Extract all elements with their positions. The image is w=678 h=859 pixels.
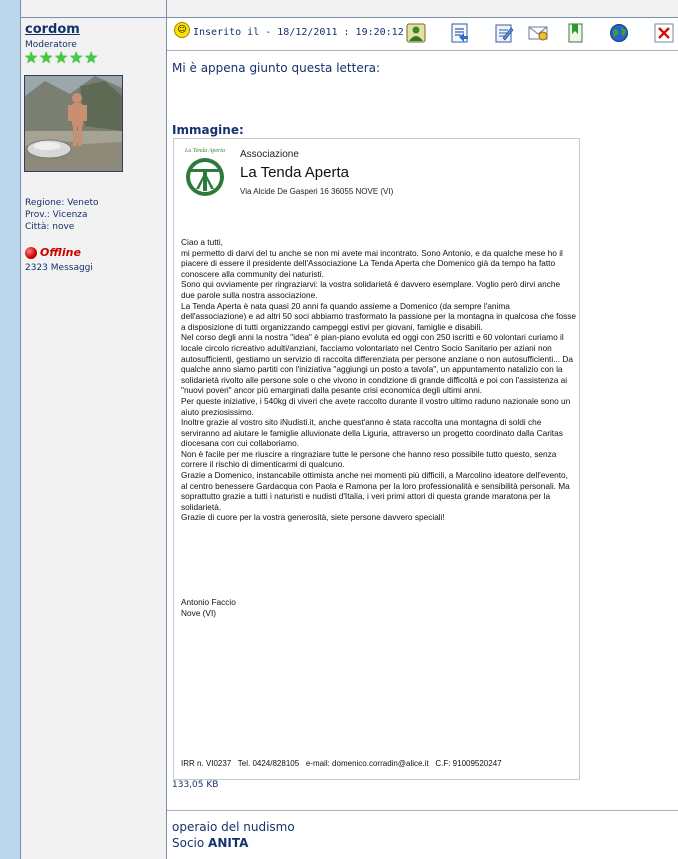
star-icon: ★ bbox=[54, 48, 69, 67]
letter-footer: IRR n. VI0237 Tel. 0424/828105 e-mail: domenico.corradin@alice.it C.F: 91009520247 bbox=[181, 759, 502, 768]
image-label: Immagine: bbox=[172, 123, 244, 137]
star-icon: ★ bbox=[69, 48, 84, 67]
email-icon[interactable] bbox=[528, 23, 548, 43]
author-city: Città: nove bbox=[25, 222, 75, 232]
star-icon: ★ bbox=[39, 48, 54, 67]
homepage-icon[interactable] bbox=[609, 23, 629, 43]
author-username-link[interactable]: cordom bbox=[25, 22, 80, 37]
post-timestamp: Inserito il - 18/12/2011 : 19:20:12 bbox=[193, 27, 404, 38]
star-icon: ★ bbox=[84, 48, 99, 67]
status-label: Offline bbox=[40, 246, 81, 259]
online-status bbox=[25, 246, 81, 259]
avatar bbox=[24, 75, 123, 172]
letter-address: Via Alcide De Gasperi 16 36055 NOVE (VI) bbox=[240, 187, 394, 196]
top-row bbox=[21, 0, 678, 18]
signature-line-2 bbox=[172, 836, 248, 850]
author-panel bbox=[21, 18, 167, 859]
smiley-icon: ☺ bbox=[174, 22, 190, 38]
post-header bbox=[167, 18, 678, 51]
message-count: 2323 Messaggi bbox=[25, 263, 93, 273]
post-body bbox=[167, 18, 678, 859]
delete-icon[interactable] bbox=[654, 23, 674, 43]
signature-prefix: Socio bbox=[172, 836, 209, 850]
rank-stars bbox=[24, 49, 99, 67]
offline-status-icon bbox=[25, 247, 37, 259]
signature-divider bbox=[167, 810, 678, 811]
left-margin-bar bbox=[0, 0, 21, 859]
author-role: Moderatore bbox=[25, 40, 77, 50]
letter-org-name: La Tenda Aperta bbox=[240, 164, 349, 181]
association-logo bbox=[182, 145, 228, 199]
attached-letter-image[interactable] bbox=[173, 138, 580, 780]
letter-org-label: Associazione bbox=[240, 149, 299, 160]
letter-signature: Antonio Faccio Nove (VI) bbox=[181, 597, 236, 618]
file-size: 133,05 KB bbox=[172, 780, 219, 790]
logo-text: La Tenda Aperta bbox=[184, 148, 226, 154]
signature-line-1: operaio del nudismo bbox=[172, 820, 295, 834]
top-divider bbox=[166, 0, 167, 17]
quote-icon[interactable] bbox=[450, 23, 470, 43]
author-region: Regione: Veneto bbox=[25, 198, 99, 208]
author-province: Prov.: Vicenza bbox=[25, 210, 88, 220]
edit-icon[interactable] bbox=[494, 23, 514, 43]
profile-icon[interactable] bbox=[406, 23, 426, 43]
bookmark-icon[interactable] bbox=[566, 23, 586, 43]
post-message: Mi è appena giunto questa lettera: bbox=[172, 61, 381, 75]
letter-body: Ciao a tutti, mi permetto di darvi del tu anche se non mi avete mai incontrato. Sono Antonio, e da qualche mese ho il piacere di essere il presidente dell'Associazione La Tenda Aperta che Domenico già da tempo ha fatto conoscere alla community dei naturisti. Sono qui ovviamente per ringraziarvi: la vostra solidarietà è davvero esemplare. Voglio però dirvi anche due parole sulla nostra associazione. La Tenda Aperta è nata quasi 20 anni fa quando assieme a Domenico (da sempre l'anima dell'associazione) e ad altri 50 soci abbiamo trasformato la passione per la montagna in qualcosa che fosse a disposizione di tutti organizzando campeggi estivi per giovani, famiglie e disabili. Nel corso degli anni la nostra "idea" è pian-piano evoluta ed oggi con 250 iscritti e 60 volontari curiamo il locale circolo ricreativo adulti/anziani, facciamo volontariato nel Centro Socio Sanitario per aziani non autosufficienti, gestiamo un servizio di raccolta differenziata per persone anziane o non autosufficienti... Da qualche anno siamo partiti con l'iniziativa "aggiungi un posto a tavola", un appuntamento natalizio con la solidarietà rivolto alle persone sole o che vivono in condizione di grande difficoltà e poi con l'assistenza ai "nuovi poveri" ancor più emarginati dalla pesante crisi economica degli ultimi anni. Per queste iniziative, i 540kg di viveri che avete raccolto durante il vostro ultimo raduno nazionale sono un aiuto preziosissimo. Inoltre grazie al vostro sito iNudisti.it, anche quest'anno è stata raccolta una montagna di soldi che serviranno ad aiutare le famiglie alluvionate della Liguria, attraverso un progetto coordinato dalla Caritas diocesana con cui collaboriamo. Non è facile per me riuscire a ringraziare tutte le persone che hanno reso possibile tutto questo, senza correre il rischio di dimenticarmi di qualcuno. Grazie a Domenico, instancabile ottimista anche nei momenti più difficili, a Marcolino ideatore dell'evento, al centro benessere Gardacqua con Paola e Ramona per la loro professionalità e sensibilità personali. Ma soprattutto grazie a tutti i naturisti e nudisti d'Italia, i veri primi attori di questa grande maratona per la solidarietà. Grazie di cuore per la vostra generosità, siete persone davvero speciali! bbox=[181, 237, 576, 523]
star-icon: ★ bbox=[24, 48, 39, 67]
signature-bold: ANITA bbox=[208, 836, 249, 850]
